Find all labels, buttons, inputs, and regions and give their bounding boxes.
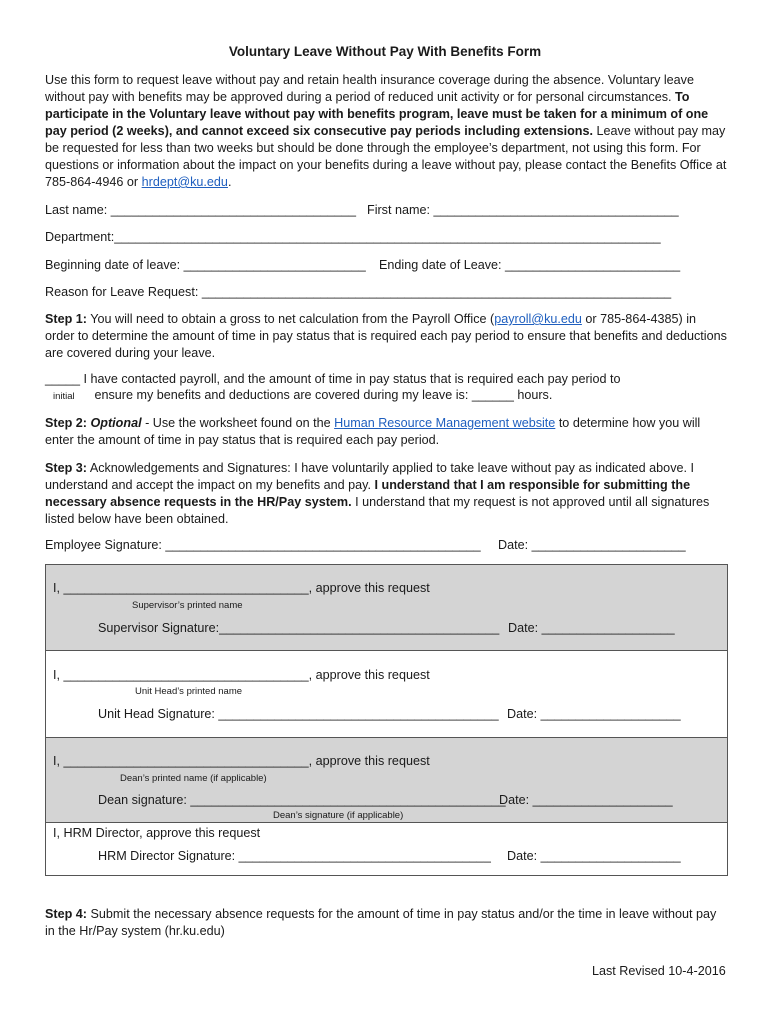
first-name-field[interactable]: First name: ___________________________________	[367, 203, 679, 217]
step3-paragraph	[45, 460, 727, 528]
hrm-website-link[interactable]: Human Resource Management website	[334, 416, 556, 430]
supervisor-name-line[interactable]: I, ___________________________________, approve this request	[53, 581, 430, 595]
step1-text: You will need to obtain a gross to net calculation from the Payroll Office (	[90, 312, 495, 326]
initial-text-2[interactable]: ensure my benefits and deductions are covered during my leave is: ______ hours.	[94, 388, 553, 402]
intro-paragraph	[45, 72, 727, 191]
ending-date-field[interactable]: Ending date of Leave: _________________________	[379, 258, 681, 272]
dean-date-field[interactable]: Date: ____________________	[499, 793, 673, 807]
intro-end: .	[227, 175, 232, 189]
step2-paragraph	[45, 415, 727, 449]
last-name-field[interactable]: Last name: ___________________________________	[45, 203, 356, 217]
intro-bold-text: To participate in the Voluntary leave without pay with benefits program, leave must be taken for a minimum of one pay period (2 weeks), and cannot exceed six consecutive pay periods including extensions.	[45, 90, 709, 138]
initial-line-1	[45, 372, 621, 386]
supervisor-name-caption: Supervisor’s printed name	[132, 600, 243, 611]
step2-text: - Use the worksheet found on the	[145, 416, 331, 430]
step4-text: Submit the necessary absence requests for the amount of time in pay status and/or the time in leave without pay in the Hr/Pay system (hr.ku.edu)	[45, 907, 717, 938]
supervisor-signature-field[interactable]: Supervisor Signature:________________________________________	[98, 621, 500, 635]
hrm-approval-box	[45, 822, 728, 876]
employee-signature-field[interactable]: Employee Signature: _____________________________________________	[45, 538, 481, 552]
form-title: Voluntary Leave Without Pay With Benefits Form	[228, 44, 542, 59]
initial-line-2	[45, 388, 552, 402]
initial-text-1: I have contacted payroll, and the amount of time in pay status that is required each pay period to	[83, 372, 621, 386]
unit-head-name-caption: Unit Head’s printed name	[135, 686, 243, 697]
dean-signature-caption: Dean’s signature (if applicable)	[273, 810, 404, 821]
unit-head-date-field[interactable]: Date: ____________________	[507, 707, 681, 721]
reason-field[interactable]: Reason for Leave Request: ___________________________________________________________________	[45, 285, 672, 299]
step3-bold-text: I understand that I am responsible for submitting the necessary absence requests in the HR/Pay system.	[45, 478, 691, 509]
dean-name-caption: Dean’s printed name (if applicable)	[120, 773, 267, 784]
step1-paragraph	[45, 311, 727, 362]
unit-head-name-line[interactable]: I, ___________________________________, approve this request	[53, 668, 430, 682]
step2-label: Step 2:	[45, 416, 87, 430]
step2-text-2: to determine how you will enter the amount of time in pay status that is required each pay period.	[45, 416, 701, 447]
dean-name-line[interactable]: I, ___________________________________, approve this request	[53, 754, 430, 768]
dean-approval-box	[45, 737, 728, 824]
hrdept-email-link[interactable]: hrdept@ku.edu	[141, 175, 228, 189]
payroll-email-link[interactable]: payroll@ku.edu	[494, 312, 582, 326]
supervisor-approval-box	[45, 564, 728, 652]
hrm-date-field[interactable]: Date: ____________________	[507, 849, 681, 863]
hrm-approve-line: I, HRM Director, approve this request	[53, 826, 261, 840]
hrm-signature-field[interactable]: HRM Director Signature: ____________________________________	[98, 849, 491, 863]
initial-label: initial	[53, 391, 75, 402]
department-field[interactable]: Department:______________________________________________________________________________	[45, 230, 661, 244]
step3-label: Step 3:	[45, 461, 87, 475]
step4-paragraph	[45, 906, 727, 940]
initial-blank[interactable]: _____	[45, 372, 81, 386]
step2-optional: Optional	[90, 416, 142, 430]
unit-head-signature-field[interactable]: Unit Head Signature: ________________________________________	[98, 707, 499, 721]
intro-text-2: Leave without pay may be requested for less than two weeks but should be done through the employee’s department, not using this form. For questions or information about the impact on your benefits during a leave without pay, please contact the Benefits Office at 785-864-4946 or	[45, 124, 727, 189]
step1-label: Step 1:	[45, 312, 87, 326]
supervisor-date-field[interactable]: Date: ___________________	[508, 621, 675, 635]
intro-text: Use this form to request leave without pay and retain health insurance coverage during the absence. Voluntary leave without pay with benefits may be approved during a period of reduced unit activity or for personal circumstances.	[45, 73, 694, 104]
employee-date-field[interactable]: Date: ______________________	[498, 538, 686, 552]
step3-text-2: I understand that my request is not approved until all signatures listed below have been obtained.	[45, 495, 710, 526]
last-revised: Last Revised 10-4-2016	[592, 964, 726, 978]
unit-head-approval-box	[45, 650, 728, 739]
dean-signature-field[interactable]: Dean signature: _____________________________________________	[98, 793, 506, 807]
step4-label: Step 4:	[45, 907, 87, 921]
beginning-date-field[interactable]: Beginning date of leave: __________________________	[45, 258, 366, 272]
step1-text-2: or 785-864-4385) in order to determine the amount of time in pay status that is required each pay period to ensure that benefits and deductions are covered during your leave.	[45, 312, 727, 360]
step3-text: Acknowledgements and Signatures: I have voluntarily applied to take leave without pay as indicated above. I understand and accept the impact on my benefits and pay.	[45, 461, 694, 492]
